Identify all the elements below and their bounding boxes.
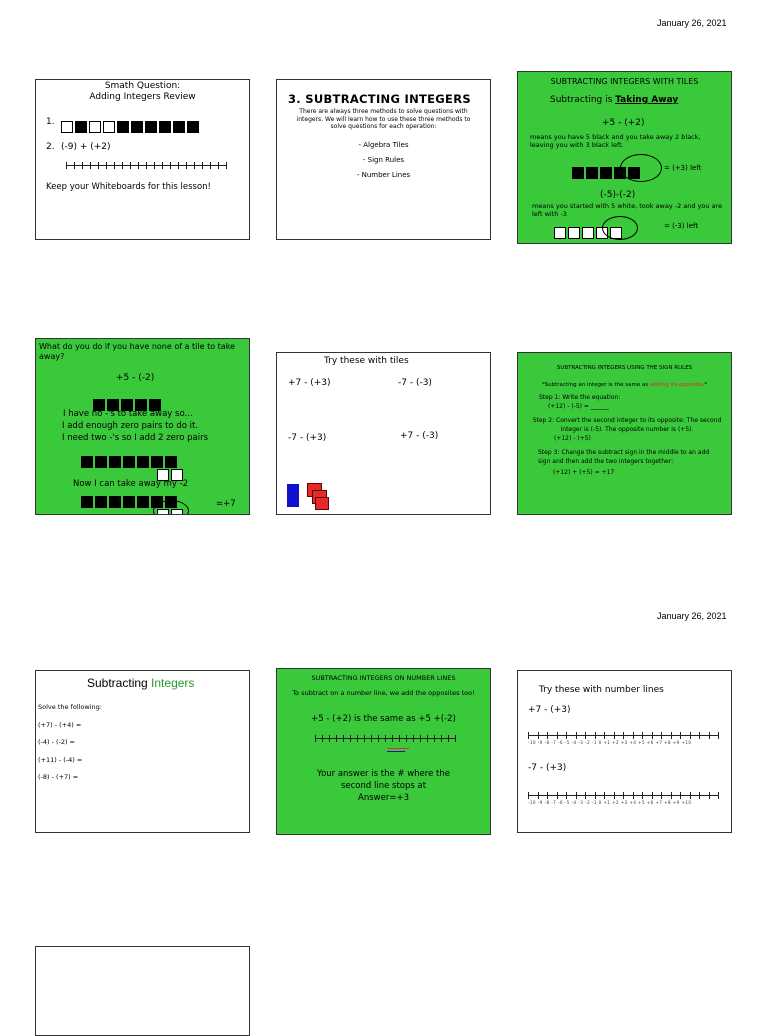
number-line-tick [385, 735, 386, 742]
slide-title: SUBTRACTING INTEGERS USING THE SIGN RULES [556, 365, 693, 371]
number-line-tick [642, 732, 643, 739]
problem-3: -7 - (+3) [288, 433, 327, 443]
number-line-tick [336, 735, 337, 742]
number-line-tick [226, 162, 227, 169]
number-line-tick [576, 792, 577, 799]
question-text: What do you do if you have none of a tile to take away? [39, 342, 235, 361]
number-line-tick [718, 792, 719, 799]
number-line-2: -10 -9 -8 -7 -6 -5 -4 -3 -2 -1 0 +1 +2 +3 +4 +5 +6 +7 +8 +9 +10 [528, 791, 718, 805]
number-line-tick [399, 735, 400, 742]
tiles-row-white-2 [157, 504, 185, 515]
red-tile-3[interactable] [315, 497, 329, 510]
result: =+7 [216, 499, 236, 509]
number-line-tick [566, 792, 567, 799]
number-line-tick [633, 732, 634, 739]
step-2: Step 2: Convert the second integer to its opposite: The second integer is (-5). The opposite number is (+5). [532, 417, 722, 433]
slide-subtitle: Subtracting is Taking Away [550, 95, 679, 105]
number-line-tick [614, 792, 615, 799]
number-line-tick [392, 735, 393, 742]
number-line-tick [210, 162, 211, 169]
slide-2-subtracting-intro[interactable] [276, 79, 491, 240]
problem-3: (+11) - (-4) = [38, 756, 83, 764]
slide-1-adding-review[interactable] [35, 79, 250, 240]
number-line-tick [718, 732, 719, 739]
problem-4: (-8) - (+7) = [38, 773, 79, 781]
blue-tile[interactable] [287, 484, 299, 495]
slide-9-try-number-lines[interactable] [517, 670, 732, 833]
problem-2: (-4) - (-2) = [38, 738, 76, 746]
number-line-tick [343, 735, 344, 742]
number-line-tick [557, 792, 558, 799]
slide-title: SUBTRACTING INTEGERS WITH TILES [550, 77, 699, 86]
intro-text: To subtract on a number line, we add the opposites too! [292, 689, 475, 697]
step-3: Step 3: Change the subtract sign in the middle to an add sign and then add the two integers together: [538, 449, 710, 465]
answer-line-1: Your answer is the # where the [317, 769, 450, 779]
number-line-tick [202, 162, 203, 169]
number-line-tick [413, 735, 414, 742]
whiteboard-note: Keep your Whiteboards for this lesson! [46, 182, 211, 192]
number-line-tick [90, 162, 91, 169]
line-4: Now I can take away my -2 [73, 479, 189, 489]
question-2-expression: (-9) + (+2) [61, 142, 111, 152]
question-1-label: 1. [46, 117, 55, 127]
slide-10-blank[interactable] [35, 946, 250, 1036]
number-line-tick [699, 792, 700, 799]
number-line-tick [162, 162, 163, 169]
step-3-equation: (+12) + (+5) = +17 [553, 469, 615, 476]
number-line-tick [557, 732, 558, 739]
number-line-tick [680, 732, 681, 739]
problem-4: +7 - (-3) [400, 431, 439, 441]
expression-2: (-5)-(-2) [600, 190, 636, 200]
number-line-tick [623, 732, 624, 739]
number-line-tick [595, 732, 596, 739]
number-line-tick [194, 162, 195, 169]
number-line-tick [566, 732, 567, 739]
number-line-tick [604, 792, 605, 799]
method-number-lines: - Number Lines [356, 171, 411, 179]
number-line-tick [652, 792, 653, 799]
answer-line-2: second line stops at [340, 781, 427, 791]
algebra-tiles-row [61, 116, 201, 135]
line-3: I need two -'s so I add 2 zero pairs [62, 433, 209, 443]
slide-7-subtracting-practice[interactable] [35, 670, 250, 833]
number-line-tick [661, 732, 662, 739]
number-line-tick [576, 732, 577, 739]
problem-2: -7 - (+3) [528, 763, 567, 773]
number-line-1: -10 -9 -8 -7 -6 -5 -4 -3 -2 -1 0 +1 +2 +3 +4 +5 +6 +7 +8 +9 +10 [528, 731, 718, 745]
slide-3-tiles[interactable] [517, 71, 732, 244]
number-line-tick [364, 735, 365, 742]
number-line-tick [154, 162, 155, 169]
blue-arrow [387, 751, 405, 752]
number-line-tick [528, 792, 529, 799]
slide-body: There are always three methods to solve questions with integers. We will learn how to use these three methods to solve questions for each operation: [296, 108, 471, 130]
rule-text: *Subtracting an integer is the same as adding its opposite.* [541, 382, 708, 388]
number-line-tick [547, 732, 548, 739]
page-date-top: January 26, 2021 [657, 18, 727, 28]
problem-1: +7 - (+3) [288, 378, 331, 388]
number-line-tick [671, 732, 672, 739]
number-line-tick [448, 735, 449, 742]
step-1-equation: (+12) - (-5) = ______ [548, 403, 609, 410]
slide-title-line1: Smath Question: [104, 81, 181, 91]
number-line-tick [680, 792, 681, 799]
result-2: = (-3) left [664, 222, 699, 230]
number-line-tick [699, 732, 700, 739]
line-1: I have no -'s to take away so... [63, 409, 193, 419]
expression: +5 - (-2) [116, 373, 155, 383]
number-line-tick [106, 162, 107, 169]
red-arrow [387, 748, 409, 749]
blue-tile-2[interactable] [287, 495, 299, 507]
number-line-tick [538, 732, 539, 739]
number-line-tick [420, 735, 421, 742]
slide-title: SUBTRACTING INTEGERS ON NUMBER LINES [311, 674, 456, 682]
number-line-tick [350, 735, 351, 742]
problem-1: (+7) - (+4) = [38, 721, 82, 729]
method-sign-rules: - Sign Rules [362, 156, 405, 164]
number-line-tick [82, 162, 83, 169]
explanation-2: means you started with 5 white, took away -2 and you are left with -3 [532, 202, 723, 218]
number-line-tick [98, 162, 99, 169]
slide-title: Try these with tiles [324, 356, 409, 366]
number-line-tick [170, 162, 171, 169]
number-line-tick [690, 792, 691, 799]
problem-1: +7 - (+3) [528, 705, 571, 715]
number-line-tick [406, 735, 407, 742]
number-line [66, 160, 226, 172]
slide-6-sign-rules[interactable] [517, 352, 732, 515]
number-line-tick [427, 735, 428, 742]
step-2-equation: (+12) - (+5) [554, 435, 591, 442]
slide-title-line2: Adding Integers Review [89, 92, 196, 102]
number-line-tick [623, 792, 624, 799]
page-date-middle: January 26, 2021 [657, 611, 727, 621]
method-algebra-tiles: - Algebra Tiles [358, 141, 409, 149]
number-line-tick [178, 162, 179, 169]
slide-title: Subtracting Integers [87, 676, 195, 690]
slide-4-zero-pairs[interactable] [35, 338, 250, 515]
take-away-circle-2 [602, 216, 638, 240]
number-line-tick [357, 735, 358, 742]
expression: +5 - (+2) is the same as +5 +(-2) [311, 714, 456, 724]
question-2-label: 2. [46, 142, 55, 152]
number-line-tick [130, 162, 131, 169]
number-line-tick [441, 735, 442, 742]
slide-8-number-lines[interactable] [276, 668, 491, 835]
number-line-tick [371, 735, 372, 742]
number-line-tick [614, 732, 615, 739]
problem-2: -7 - (-3) [398, 378, 432, 388]
number-line-tick [633, 792, 634, 799]
step-1: Step 1: Write the equation: [539, 394, 621, 401]
number-line-tick [146, 162, 147, 169]
slide-title: Try these with number lines [539, 685, 664, 695]
number-line-tick [186, 162, 187, 169]
number-line-tick [329, 735, 330, 742]
number-line-tick [122, 162, 123, 169]
number-line-tick [709, 792, 710, 799]
expression-1: +5 - (+2) [602, 118, 645, 128]
number-line-tick [642, 792, 643, 799]
number-line-tick [595, 792, 596, 799]
number-line-tick [218, 162, 219, 169]
number-line-tick [528, 732, 529, 739]
number-line-tick [585, 792, 586, 799]
number-line-tick [66, 162, 67, 169]
number-line-tick [604, 732, 605, 739]
result-1: = (+3) left [664, 164, 702, 172]
number-line-tick [455, 735, 456, 742]
number-line-tick [538, 792, 539, 799]
number-line-tick [709, 732, 710, 739]
number-line-tick [114, 162, 115, 169]
slide-5-try-tiles[interactable] [276, 352, 491, 515]
number-line-tick [434, 735, 435, 742]
answer-line-3: Answer=+3 [358, 793, 409, 803]
number-line-tick [671, 792, 672, 799]
number-line-tick [315, 735, 316, 742]
number-line-tick [690, 732, 691, 739]
number-line-tick [547, 792, 548, 799]
number-line-tick [322, 735, 323, 742]
number-line [315, 732, 455, 752]
number-line-tick [74, 162, 75, 169]
instruction: Solve the following: [38, 703, 102, 711]
number-line-tick [652, 732, 653, 739]
explanation-1: means you have 5 black and you take away 2 black, leaving you with 3 black left. [530, 133, 701, 149]
line-2: I add enough zero pairs to do it. [62, 421, 199, 431]
number-line-tick [661, 792, 662, 799]
number-line-tick [138, 162, 139, 169]
number-line-tick [378, 735, 379, 742]
take-away-circle [620, 154, 662, 182]
slide-title: 3. SUBTRACTING INTEGERS [288, 92, 471, 106]
number-line-tick [585, 732, 586, 739]
